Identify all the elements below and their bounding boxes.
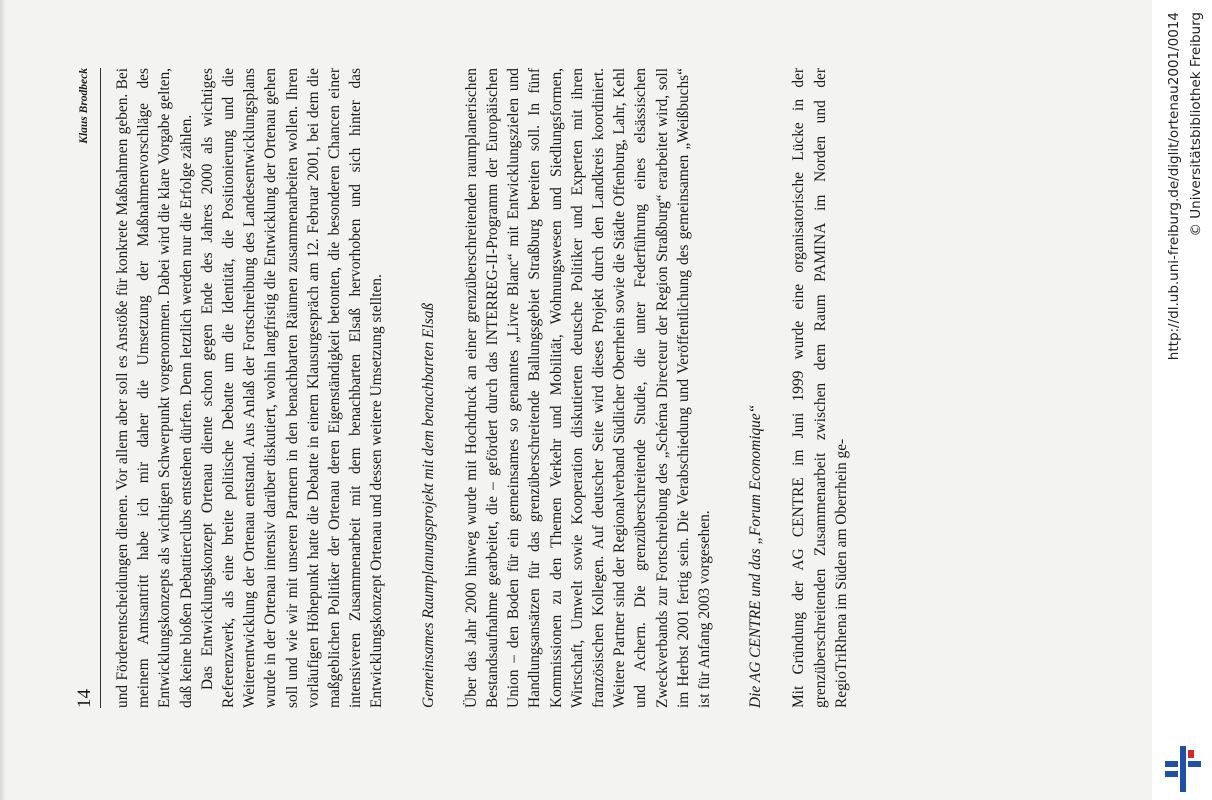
running-head-author: Klaus Brodbeck — [78, 68, 90, 144]
section-heading-ag-centre: Die AG CENTRE und das „Forum Economique“ — [747, 404, 765, 708]
paragraph-2: Das Entwicklungskonzept Ortenau diente schon gegen Ende des Jahres 2000 als wichtiges Referenzwerk, als eine breite politische Debatte um die Identität, die Positionierung und die Weiterentwicklung der Ortenau entstand. Aus Anlaß der Fortschreibung des Landesentwicklungsplans wurde in der Ortenau intensiv darüber diskutiert, wohin langfristig die Entwicklung der Ortenau gehen soll und wie wir mit unseren Partnern in den benachbarten Räumen zusammenarbeiten wollen. Ihren vorläufigen Höhepunkt hatte die Debatte in einem Klausurgespräch am 12. Februar 2001, bei dem die maßgeblichen Politiker der Ortenau deren Eigenständigkeit betonten, die besonderen Chancen einer intensiveren Zusammenarbeit mit dem benachbarten Elsaß hervorhoben und sich hinter das Entwicklungskonzept Ortenau und dessen weitere Umsetzung stellten. — [198, 68, 386, 708]
page-header — [74, 68, 101, 708]
copyright-notice: © Universitätsbibliothek Freiburg — [1188, 12, 1204, 237]
section-heading-raumplanung: Gemeinsames Raumplanungsprojekt mit dem benachbarten Elsaß — [419, 302, 437, 708]
scan-edge-shadow — [0, 0, 6, 800]
paragraph-4: Mit Gründung der AG CENTRE im Juni 1999 wurde eine organisatorische Lücke in der grenzüberschreitenden Zusammenarbeit zwischen dem Raum PAMINA im Norden und der RegioTriRhena im Süden am Oberrhein ge- — [790, 68, 850, 708]
rotated-page-content — [60, 28, 1120, 748]
article-body — [112, 68, 852, 708]
paragraph-1: und Förderentscheidungen dienen. Vor allem aber soll es Anstöße für konkrete Maßnahmen geben. Bei meinem Amtsantritt habe ich mir daher die Umsetzung der Maßnahmenvorschläge des Entwicklungskonzepts als wichtigen Schwerpunkt vorgenommen. Dabei wird die klare Vorgabe gelten, daß keine bloßen Debattierclubs entstehen dürfen. Denn letztlich werden nur die Erfolge zählen. — [114, 68, 195, 708]
paragraph-3: Über das Jahr 2000 hinweg wurde mit Hochdruck an einer grenzüberschreitenden raumplanerischen Bestandsaufnahme gearbeitet, die – gefördert durch das INTERREG-II-Programm der Europäischen Union – den Boden für ein gemeinsames so genanntes „Livre Blanc“ mit Entwicklungszielen und Handlungsansätzen für das grenzüberschreitende Ballungsgebiet Straßburg bereiten soll. In fünf Kommissionen zu den Themen Verkehr und Mobilität, Wohnungswesen und Siedlungsformen, Wirtschaft, Umwelt sowie Kooperation diskutierten deutsche Politiker und Experten mit ihren französischen Kollegen. Auf deutscher Seite wird dieses Projekt durch den Landkreis koordiniert. Weitere Partner sind der Regionalverband Südlicher Oberrhein sowie die Städte Offenburg, Lahr, Kehl und Achern. Die grenzüberschreitende Studie, die unter Federführung eines elsässischen Zweckverbands zur Fortschreibung des „Schéma Directeur der Region Straßburg“ erarbeitet wird, soll im Herbst 2001 fertig sein. Die Verabschiedung und Veröffentlichung des gemeinsamen „Weißbuchs“ ist für Anfang 2003 vorgesehen. — [462, 68, 714, 708]
ub-freiburg-logo-icon — [1160, 744, 1208, 794]
page-number: 14 — [74, 689, 95, 708]
permalink-url[interactable]: http://dl.ub.uni-freiburg.de/diglit/ortenau2001/0014 — [1166, 12, 1182, 361]
